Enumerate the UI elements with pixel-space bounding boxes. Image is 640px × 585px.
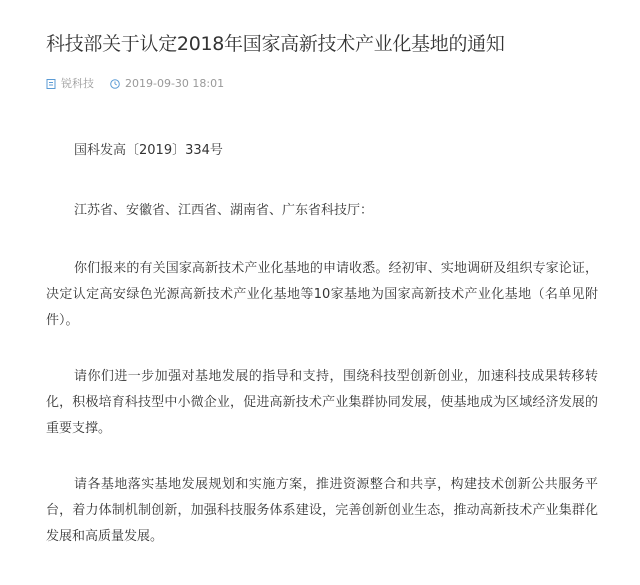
clock-icon (110, 79, 120, 89)
paragraph-2: 请你们进一步加强对基地发展的指导和支持，围绕科技型创新创业，加速科技成果转移转化，积极培育科技型中小微企业，促进高新技术产业集群协同发展，使基地成为区域经济发展的重要支撑。 (46, 369, 598, 436)
recipients: 江苏省、安徽省、江西省、湖南省、广东省科技厅： (74, 203, 374, 218)
document-icon (46, 79, 56, 89)
article-title: 科技部关于认定2018年国家高新技术产业化基地的通知 (46, 33, 505, 55)
paragraph-1: 你们报来的有关国家高新技术产业化基地的申请收悉。经初审、实地调研及组织专家论证，决定认定高安绿色光源高新技术产业化基地等10家基地为国家高新技术产业化基地（名单见附件）。 (46, 261, 598, 328)
paragraph-3: 请各基地落实基地发展规划和实施方案，推进资源整合和共享，构建技术创新公共服务平台，着力体制机制创新，加强科技服务体系建设，完善创新创业生态，推动高新技术产业集群化发展和高质量发展。 (46, 477, 598, 544)
article-author[interactable]: 锐科技 (61, 77, 94, 90)
doc-number: 国科发高〔2019〕334号 (74, 143, 223, 158)
article-meta (46, 76, 224, 92)
article-date: 2019-09-30 18:01 (125, 77, 225, 90)
